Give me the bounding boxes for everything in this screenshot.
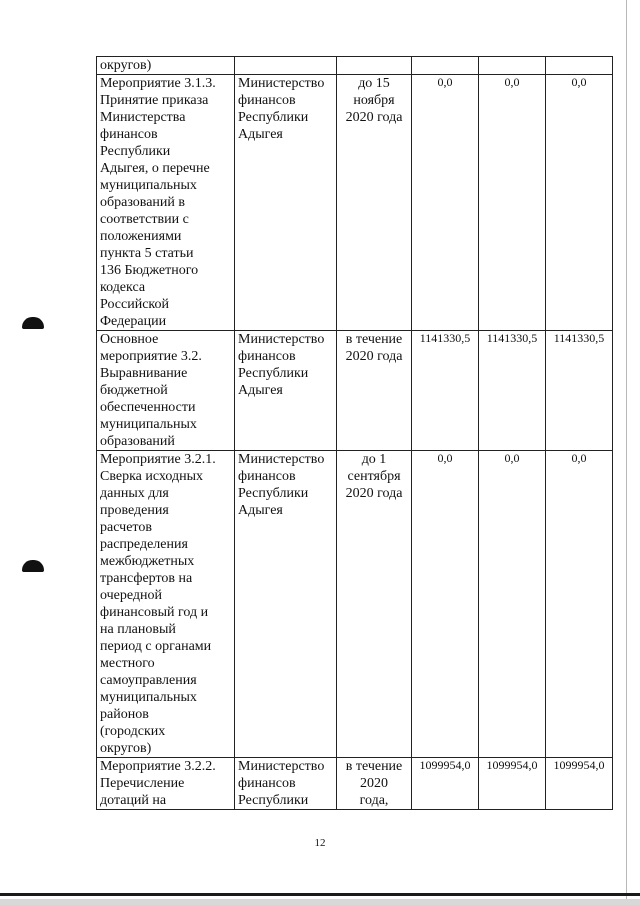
measure-name-cell-line: муниципальных — [100, 178, 197, 193]
deadline-cell-line: 2020 года — [345, 110, 403, 125]
measure-name-cell-line: Сверка исходных — [100, 469, 203, 484]
executor-cell-line: финансов — [238, 469, 296, 484]
measure-name-cell — [97, 75, 235, 331]
measure-name-cell — [97, 451, 235, 758]
amount-cell: 0,0 — [412, 75, 479, 331]
deadline-cell — [337, 57, 412, 75]
measure-name-cell-line: Мероприятие 3.2.1. — [100, 452, 216, 467]
executor-cell-line: финансов — [238, 349, 296, 364]
measure-name-cell-line: районов — [100, 707, 149, 722]
deadline-cell-line: ноября — [353, 93, 395, 108]
measure-name-cell-line: Принятие приказа — [100, 93, 209, 108]
measures-table — [96, 56, 613, 810]
deadline-cell-line: в течение — [345, 332, 403, 347]
measure-name-cell-line: финансовый год и — [100, 605, 209, 620]
measure-name-cell-line: положениями — [100, 229, 182, 244]
deadline-cell-line: до 15 — [358, 76, 390, 91]
measure-name-cell-line: Российской — [100, 297, 169, 312]
measure-name-cell-line: обеспеченности — [100, 400, 196, 415]
executor-cell-line: Министерство — [238, 332, 325, 347]
page-edge — [626, 0, 627, 905]
deadline-cell-line: 2020 — [360, 776, 388, 791]
measure-name-cell-line: на плановый — [100, 622, 176, 637]
amount-cell: 1099954,0 — [479, 758, 546, 810]
measure-name-cell-line: местного — [100, 656, 155, 671]
measure-name-cell — [97, 57, 235, 75]
measure-name-cell-line: самоуправления — [100, 673, 197, 688]
measure-name-cell-line: мероприятие 3.2. — [100, 349, 202, 364]
executor-cell-line: Республики — [238, 366, 309, 381]
measure-name-cell-line: соответствии с — [100, 212, 189, 227]
executor-cell-line: Республики — [238, 110, 309, 125]
executor-cell-line: Адыгея — [238, 503, 283, 518]
measure-name-cell-line: Перечисление — [100, 776, 185, 791]
deadline-cell — [337, 758, 412, 810]
measure-name-cell-line: трансфертов на — [100, 571, 193, 586]
measure-name-cell-line: Республики — [100, 144, 171, 159]
measure-name-cell-line: распределения — [100, 537, 188, 552]
amount-cell — [546, 57, 613, 75]
measure-name-cell-line: образований — [100, 434, 175, 449]
measure-name-cell-line: образований в — [100, 195, 186, 210]
punch-hole-mark — [22, 560, 44, 572]
measure-name-cell-line: расчетов — [100, 520, 152, 535]
executor-cell-line: Министерство — [238, 76, 325, 91]
measure-name-cell-line: муниципальных — [100, 417, 197, 432]
deadline-cell — [337, 75, 412, 331]
executor-cell-line: Республики — [238, 793, 309, 808]
deadline-cell — [337, 331, 412, 451]
amount-cell: 1099954,0 — [546, 758, 613, 810]
amount-cell: 0,0 — [479, 75, 546, 331]
executor-cell — [235, 451, 337, 758]
executor-cell-line: Республики — [238, 486, 309, 501]
measure-name-cell-line: Основное — [100, 332, 159, 347]
table-row — [97, 331, 613, 451]
executor-cell-line: Адыгея — [238, 383, 283, 398]
measure-name-cell-line: дотаций на — [100, 793, 167, 808]
deadline-cell — [337, 451, 412, 758]
page-bottom-border — [0, 893, 640, 896]
executor-cell-line: Министерство — [238, 452, 325, 467]
executor-cell — [235, 75, 337, 331]
measure-name-cell-line: Министерства — [100, 110, 186, 125]
executor-cell — [235, 331, 337, 451]
table-row — [97, 758, 613, 810]
measure-name-cell-line: период с органами — [100, 639, 212, 654]
table-row — [97, 57, 613, 75]
table-row — [97, 75, 613, 331]
measure-name-cell-line: кодекса — [100, 280, 146, 295]
measure-name-cell-line: бюджетной — [100, 383, 168, 398]
measure-name-cell — [97, 331, 235, 451]
amount-cell — [412, 57, 479, 75]
measure-name-cell-line: округов) — [100, 741, 152, 756]
measure-name-cell-line: Выравнивание — [100, 366, 188, 381]
executor-cell-line: финансов — [238, 776, 296, 791]
measure-name-cell-line: (городских — [100, 724, 166, 739]
executor-cell-line: Министерство — [238, 759, 325, 774]
amount-cell: 1099954,0 — [412, 758, 479, 810]
measure-name-cell-line: данных для — [100, 486, 169, 501]
measure-name-cell-line: проведения — [100, 503, 169, 518]
amount-cell: 0,0 — [546, 451, 613, 758]
measure-name-cell-line: муниципальных — [100, 690, 197, 705]
executor-cell — [235, 57, 337, 75]
deadline-cell-line: до 1 — [361, 452, 387, 467]
punch-hole-mark — [22, 317, 44, 329]
page-number: 12 — [314, 837, 326, 849]
measure-name-cell-line: финансов — [100, 127, 158, 142]
amount-cell: 1141330,5 — [479, 331, 546, 451]
measure-name-cell-line: межбюджетных — [100, 554, 195, 569]
measure-name-cell-line: 136 Бюджетного — [100, 263, 199, 278]
deadline-cell-line: в течение — [345, 759, 403, 774]
table-row — [97, 451, 613, 758]
executor-cell — [235, 758, 337, 810]
measure-name-cell-line: Адыгея, о перечне — [100, 161, 210, 176]
amount-cell: 0,0 — [546, 75, 613, 331]
measure-name-cell-line: очередной — [100, 588, 163, 603]
deadline-cell-line: года, — [359, 793, 389, 808]
amount-cell: 1141330,5 — [412, 331, 479, 451]
amount-cell: 0,0 — [479, 451, 546, 758]
executor-cell-line: Адыгея — [238, 127, 283, 142]
executor-cell-line: финансов — [238, 93, 296, 108]
measure-name-cell-line: Мероприятие 3.2.2. — [100, 759, 216, 774]
measure-name-cell — [97, 758, 235, 810]
deadline-cell-line: сентября — [347, 469, 401, 484]
measure-name-cell-line: Мероприятие 3.1.3. — [100, 76, 216, 91]
measure-name-cell-line: Федерации — [100, 314, 167, 329]
measure-name-cell-line: округов) — [100, 58, 152, 73]
amount-cell: 0,0 — [412, 451, 479, 758]
measure-name-cell-line: пункта 5 статьи — [100, 246, 194, 261]
amount-cell — [479, 57, 546, 75]
deadline-cell-line: 2020 года — [345, 486, 403, 501]
amount-cell: 1141330,5 — [546, 331, 613, 451]
page-bottom-shadow — [0, 899, 640, 905]
deadline-cell-line: 2020 года — [345, 349, 403, 364]
